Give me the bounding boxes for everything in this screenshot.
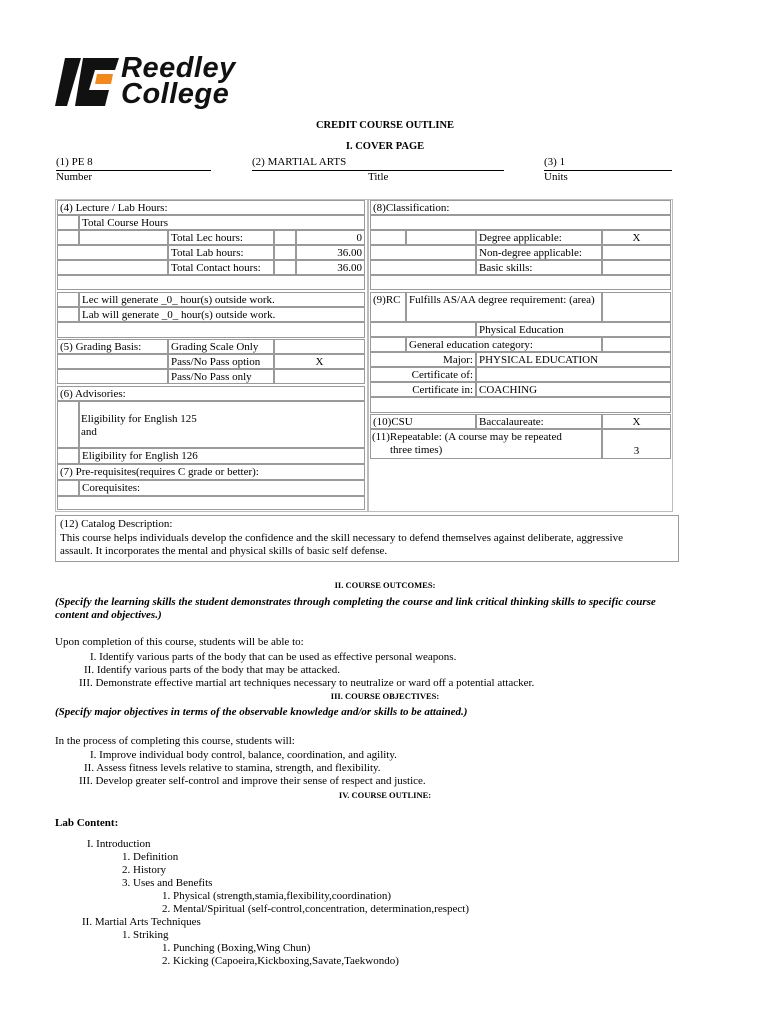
outcomes-instruction2: content and objectives.): [55, 609, 162, 621]
catalog-line2: assault. It incorporates the mental and physical skills of basic self defense.: [60, 545, 388, 557]
grading-option-scale: Grading Scale Only: [168, 339, 274, 354]
total-lab-value: 36.00: [296, 245, 365, 260]
cert-of-label: Certificate of:: [370, 367, 476, 382]
outline-item: 2. Mental/Spiritual (self-control,concentration, determination,respect): [162, 903, 469, 915]
total-lec-label: Total Lec hours:: [168, 230, 274, 245]
outline-item: II. Martial Arts Techniques: [82, 916, 201, 928]
objective-item: III. Develop greater self-control and improve their sense of respect and justice.: [79, 775, 426, 787]
rc-label: (9)RC: [370, 292, 406, 322]
outline-item: 1. Definition: [122, 851, 179, 863]
section-title: I. COVER PAGE: [345, 141, 425, 152]
objectives-heading: III. COURSE OBJECTIVES:: [330, 691, 440, 701]
course-number: (1) PE 8: [56, 156, 93, 168]
outline-heading: IV. COURSE OUTLINE:: [338, 790, 432, 800]
grading-option-pass-option-mark: X: [274, 354, 365, 369]
catalog-label: (12) Catalog Description:: [60, 518, 173, 530]
advisories-label: (6) Advisories:: [57, 386, 365, 401]
document-title: CREDIT COURSE OUTLINE: [315, 120, 455, 131]
non-degree-label: Non-degree applicable:: [476, 245, 602, 260]
outcome-item: I. Identify various parts of the body that can be used as effective personal weapons.: [90, 651, 457, 663]
grading-option-pass-only: Pass/No Pass only: [168, 369, 274, 384]
prerequisites: (7) Pre-requisites(requires C grade or better):: [57, 464, 365, 480]
advisory-and: and: [81, 426, 97, 438]
logo-line2: College: [121, 78, 230, 110]
course-units: (3) 1: [544, 156, 566, 168]
gen-ed-label: General education category:: [406, 337, 602, 352]
classification-label: (8)Classification:: [370, 200, 671, 215]
degree-applicable-mark: X: [602, 230, 671, 245]
total-contact-label: Total Contact hours:: [168, 260, 274, 275]
number-label: Number: [56, 171, 93, 183]
repeatable-value: 3: [602, 429, 671, 459]
objectives-instruction: (Specify major objectives in terms of the observable knowledge and/or skills to be attained.): [55, 706, 468, 718]
outcomes-instruction1: (Specify the learning skills the student demonstrates through completing the course and link critical thinking skills to specific course: [55, 596, 656, 608]
course-title: (2) MARTIAL ARTS: [252, 156, 347, 168]
catalog-line1: This course helps individuals develop the confidence and the skill necessary to defend themselves against deliberate, aggressive: [60, 532, 623, 544]
repeatable-times: three times): [390, 444, 443, 456]
outline-item: 1. Physical (strength,stamia,flexibility,coordination): [162, 890, 392, 902]
grading-label: (5) Grading Basis:: [57, 339, 168, 354]
logo-line1: Reedley: [121, 52, 236, 84]
repeatable-label: (11)Repeatable: (A course may be repeated: [372, 431, 562, 443]
cert-in-value: COACHING: [476, 382, 671, 397]
total-lec-value: 0: [296, 230, 365, 245]
total-course-hours-label: Total Course Hours: [79, 215, 365, 230]
outline-item: 1. Striking: [122, 929, 169, 941]
major-value: PHYSICAL EDUCATION: [476, 352, 671, 367]
advisory-english-125: Eligibility for English 125: [81, 413, 197, 425]
degree-applicable-label: Degree applicable:: [476, 230, 602, 245]
lec-outside-work: Lec will generate _0_ hour(s) outside work.: [79, 292, 365, 307]
csu-label: (10)CSU: [370, 414, 476, 429]
total-contact-value: 36.00: [296, 260, 365, 275]
outcomes-intro: Upon completion of this course, students will be able to:: [55, 636, 304, 648]
outcome-item: II. Identify various parts of the body that may be attacked.: [84, 664, 340, 676]
pe-area: Physical Education: [476, 322, 671, 337]
basic-skills-label: Basic skills:: [476, 260, 602, 275]
baccalaureate-label: Baccalaureate:: [476, 414, 602, 429]
cert-in-label: Certificate in:: [370, 382, 476, 397]
lab-content-heading: Lab Content:: [55, 817, 119, 829]
college-logo: [55, 52, 285, 114]
baccalaureate-mark: X: [602, 414, 671, 429]
outline-item: 1. Punching (Boxing,Wing Chun): [162, 942, 311, 954]
outcome-item: III. Demonstrate effective martial art techniques necessary to neutralize or ward off a potential attacker.: [79, 677, 535, 689]
fulfills-label: Fulfills AS/AA degree requirement: (area): [406, 292, 602, 322]
objectives-intro: In the process of completing this course, students will:: [55, 735, 295, 747]
grading-option-pass-option: Pass/No Pass option: [168, 354, 274, 369]
outline-item: 2. Kicking (Capoeira,Kickboxing,Savate,Taekwondo): [162, 955, 399, 967]
college-logo-icon: [55, 56, 125, 108]
outline-item: I. Introduction: [87, 838, 151, 850]
outline-item: 2. History: [122, 864, 166, 876]
units-label: Units: [544, 171, 568, 183]
major-label: Major:: [370, 352, 476, 367]
hours-label: (4) Lecture / Lab Hours:: [57, 200, 365, 215]
objective-item: I. Improve individual body control, balance, coordination, and agility.: [90, 749, 397, 761]
title-label: Title: [368, 171, 389, 183]
outcomes-heading: II. COURSE OUTCOMES:: [334, 580, 436, 590]
advisory-english-126: Eligibility for English 126: [79, 448, 365, 464]
corequisites: Corequisites:: [79, 480, 365, 496]
objective-item: II. Assess fitness levels relative to stamina, strength, and flexibility.: [84, 762, 381, 774]
outline-item: 3. Uses and Benefits: [122, 877, 213, 889]
lab-outside-work: Lab will generate _0_ hour(s) outside work.: [79, 307, 365, 322]
total-lab-label: Total Lab hours:: [168, 245, 274, 260]
